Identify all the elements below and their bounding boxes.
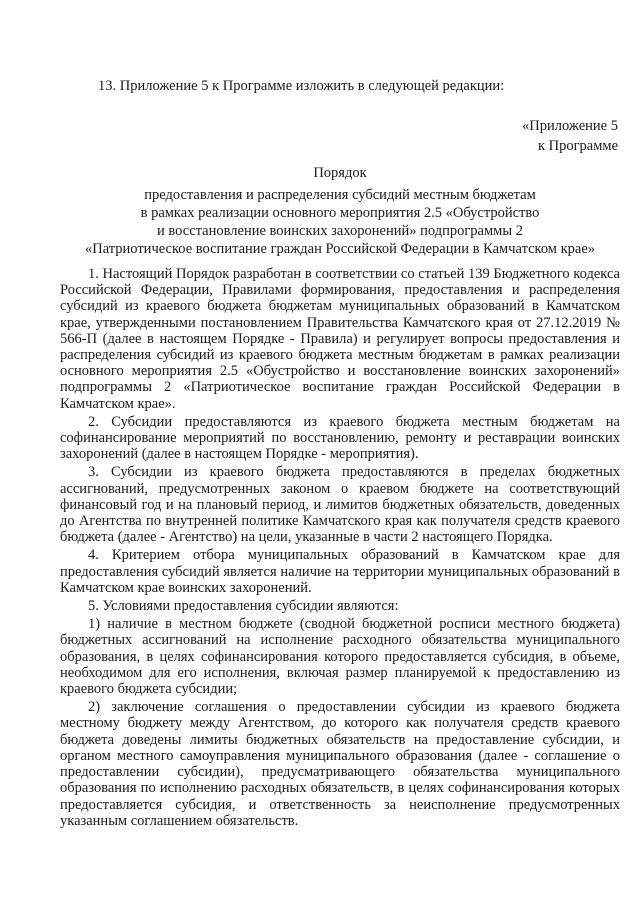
- paragraph-5-item-1: 1) наличие в местном бюджете (сводной бюджетной росписи местного бюджета) бюджетных ассигнований на исполнение расходного обязательства муниципального образования, в целях софинансирования которого предоставляется субсидия, в объеме, необходимом для его исполнения, включая размер планируемой к предоставлению из краевого бюджета субсидии;: [60, 616, 620, 698]
- appendix-line-2: к Программе: [537, 138, 618, 154]
- heading-line-3: и восстановление воинских захоронений» подпрограммы 2: [157, 223, 523, 239]
- paragraph-1: 1. Настоящий Порядок разработан в соответствии со статьей 139 Бюджетного кодекса Российской Федерации, Правилами формирования, предоставления и распределения субсидий из краевого бюджета бюджетам муниципальных образований в Камчатском крае, утвержденными постановлением Правительства Камчатского края от 27.12.2019 № 566-П (далее в настоящем Порядке - Правила) и регулирует вопросы предоставления и распределения субсидий из краевого бюджета местным бюджетам в рамках реализации основного мероприятия 2.5 «Обустройство и восстановление воинских захоронений» подпрограммы 2 «Патриотическое воспитание граждан Российской Федерации в Камчатском крае».: [60, 266, 620, 412]
- heading-line-2: в рамках реализации основного мероприятия 2.5 «Обустройство: [140, 205, 540, 221]
- paragraph-5-item-2: 2) заключение соглашения о предоставлении субсидии из краевого бюджета местному бюджету между Агентством, до которого как получателя средств краевого бюджета доведены лимиты бюджетных обязательств на предоставление субсидии, и органом местного самоуправления муниципального образования (далее - соглашение о предоставлении субсидии), предусматривающего обязательства муниципального образования по исполнению расходных обязательств, в целях софинансирования которых предоставляется субсидия, и ответственность за неисполнение предусмотренных указанным соглашением обязательств.: [60, 699, 620, 829]
- paragraph-5: 5. Условиями предоставления субсидии являются:: [88, 598, 399, 615]
- appendix-reference: [522, 116, 618, 156]
- paragraph-3: 3. Субсидии из краевого бюджета предоставляются в пределах бюджетных ассигнований, предусмотренных законом о краевом бюджете на соответствующий финансовый год и на плановый период, и лимитов бюджетных обязательств, доведенных до Агентства по внутренней политике Камчатского края как получателя средств краевого бюджета (далее - Агентство) на цели, указанные в части 2 настоящего Порядка.: [60, 464, 620, 546]
- appendix-line-1: «Приложение 5: [522, 118, 618, 134]
- heading-title: Порядок: [313, 165, 367, 181]
- paragraph-4: 4. Критерием отбора муниципальных образований в Камчатском крае для предоставления субсидий является наличие на территории муниципальных образований в Камчатском крае воинских захоронений.: [60, 547, 620, 596]
- heading-line-4: «Патриотическое воспитание граждан Российской Федерации в Камчатском крае»: [84, 241, 596, 257]
- heading-line-1: предоставления и распределения субсидий местным бюджетам: [144, 187, 536, 203]
- document-heading: [60, 164, 620, 258]
- document-body: [60, 266, 620, 831]
- paragraph-2: 2. Субсидии предоставляются из краевого бюджета местным бюджетам на софинансирование мероприятий по восстановлению, ремонту и реставрации воинских захоронений (далее в настоящем Порядке - мероприятия).: [60, 413, 620, 463]
- amendment-intro: 13. Приложение 5 к Программе изложить в следующей редакции:: [98, 78, 505, 94]
